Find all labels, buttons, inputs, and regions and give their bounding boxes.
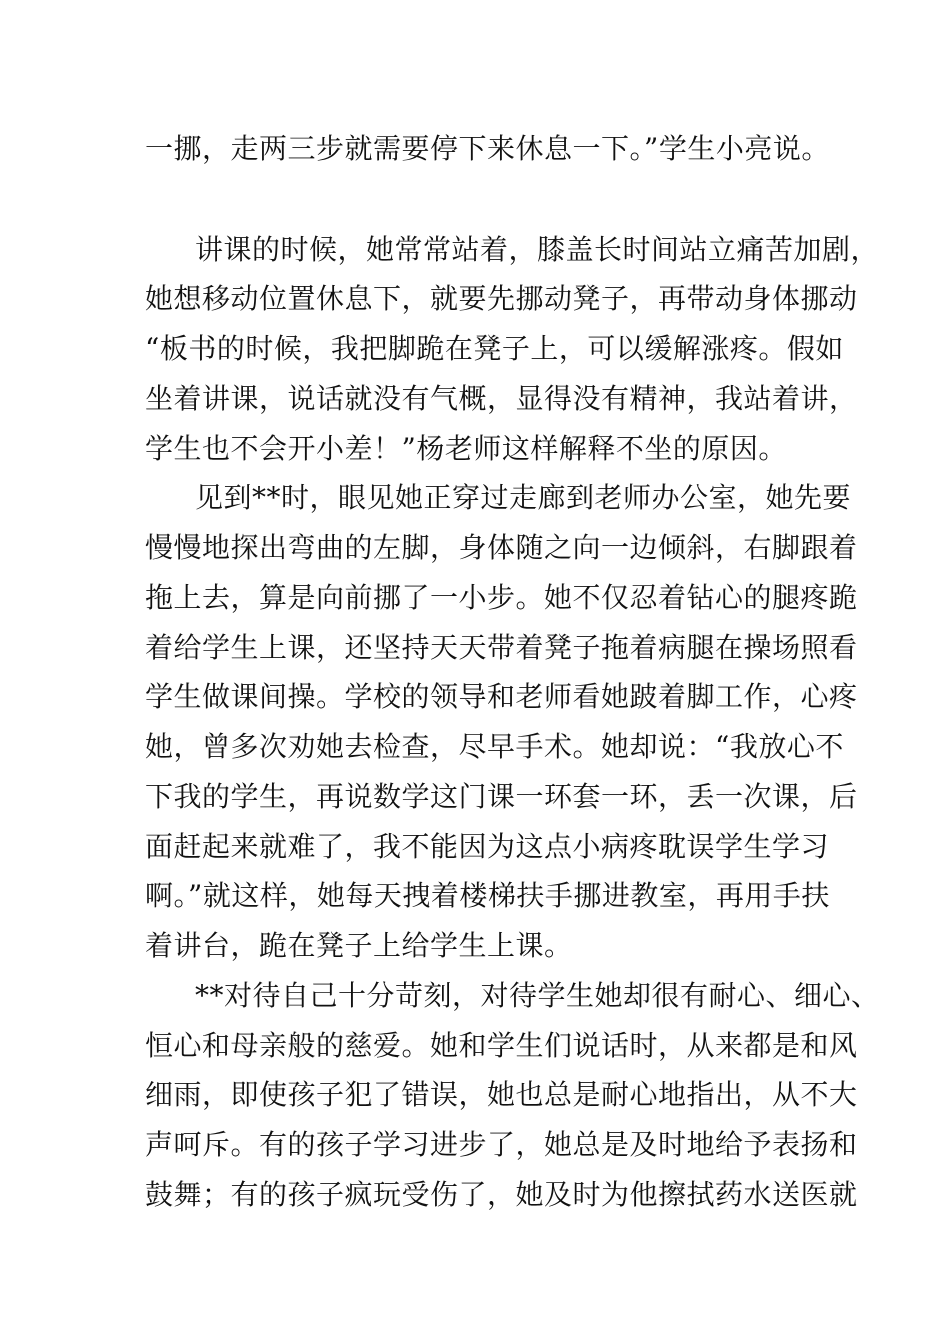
text-line: 慢慢地探出弯曲的左脚，身体随之向一边倾斜，右脚跟着 [145, 531, 858, 564]
text-line: 细雨，即使孩子犯了错误，她也总是耐心地指出，从不大 [145, 1078, 858, 1111]
paragraph-first-line: **对待自己十分苛刻，对待学生她却很有耐心、细心、 [195, 979, 880, 1012]
text-line: 声呵斥。有的孩子学习进步了，她总是及时地给予表扬和 [145, 1128, 858, 1161]
text-line: 坐着讲课，说话就没有气概，显得没有精神，我站着讲， [145, 382, 858, 415]
text-line: 她想移动位置休息下，就要先挪动凳子，再带动身体挪动 [145, 282, 858, 315]
text-line: 啊。”就这样，她每天拽着楼梯扶手挪进教室，再用手扶 [145, 879, 830, 912]
text-line: 学生也不会开小差！”杨老师这样解释不坐的原因。 [145, 432, 787, 465]
text-line: “板书的时候，我把脚跪在凳子上，可以缓解涨疼。假如 [145, 332, 844, 365]
text-line: 着给学生上课，还坚持天天带着凳子拖着病腿在操场照看 [145, 631, 858, 664]
text-line: 恒心和母亲般的慈爱。她和学生们说话时，从来都是和风 [145, 1029, 858, 1062]
text-line: 鼓舞；有的孩子疯玩受伤了，她及时为他擦拭药水送医就 [145, 1178, 858, 1211]
paragraph-first-line: 见到**时，眼见她正穿过走廊到老师办公室，她先要 [195, 481, 852, 514]
paragraph-first-line: 讲课的时候，她常常站着，膝盖长时间站立痛苦加剧， [195, 233, 880, 266]
text-line: 一挪，走两三步就需要停下来休息一下。”学生小亮说。 [145, 132, 830, 165]
text-line: 她，曾多次劝她去检查，尽早手术。她却说：“我放心不 [145, 730, 844, 763]
text-line: 拖上去，算是向前挪了一小步。她不仅忍着钻心的腿疼跪 [145, 581, 858, 614]
text-line: 下我的学生，再说数学这门课一环套一环，丢一次课，后 [145, 780, 858, 813]
text-line: 学生做课间操。学校的领导和老师看她跛着脚工作，心疼 [145, 680, 858, 713]
text-line: 着讲台，跪在凳子上给学生上课。 [145, 929, 573, 962]
text-line: 面赶起来就难了，我不能因为这点小病疼耽误学生学习 [145, 830, 830, 863]
